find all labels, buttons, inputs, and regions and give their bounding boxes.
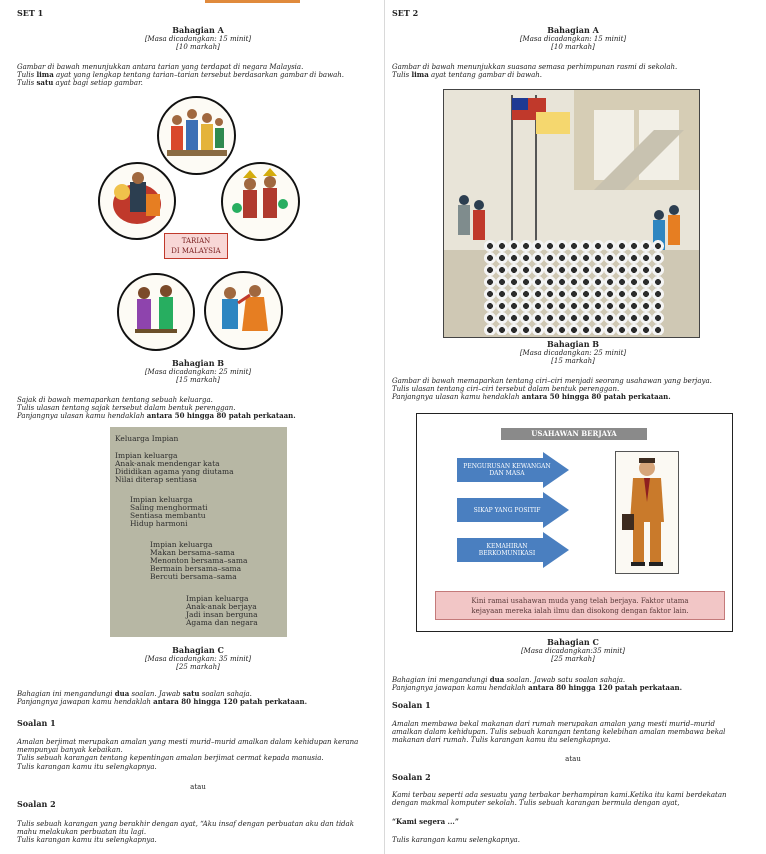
dance-illustration-left xyxy=(98,162,176,240)
poem-line: Anak-anak berjaya xyxy=(186,602,257,611)
poem-line: Dididikan agama yang diutama xyxy=(115,467,234,476)
diagram-title: USAHAWAN BERJAYA xyxy=(501,428,647,440)
poem-line: Bercuti bersama–sama xyxy=(150,572,237,581)
marks-note: [25 markah] xyxy=(551,655,595,663)
poem-line: Impian keluarga xyxy=(186,594,249,603)
set1-soalan-1-label: Soalan 1 xyxy=(17,718,56,728)
instr-line: Gambar di bawah menunjukkan suasana semasa perhimpunan rasmi di sekolah. xyxy=(392,63,678,71)
businessman-illustration xyxy=(615,451,679,574)
set2-atau: atau xyxy=(565,755,581,763)
poem-line: Impian keluarga xyxy=(130,495,193,504)
instr-line xyxy=(17,698,379,706)
time-note: [Masa dicadangkan: 15 minit] xyxy=(144,34,252,43)
q-line: Kami terbau seperti ada sesuatu yang terbakar berhampiran kami.Ketika itu kami berdekatan xyxy=(392,791,727,799)
time-note: [Masa dicadangkan: 35 minit] xyxy=(144,654,252,663)
q-line: Tulis karangan kamu itu selengkapnya. xyxy=(17,762,157,771)
heading: Bahagian A xyxy=(547,25,599,35)
assembly-scene-illustration xyxy=(443,89,700,338)
time-note: [Masa dicadangkan:35 minit] xyxy=(520,646,626,655)
q-line: amalkan dalam kehidupan. Tulis sebuah karangan tentang kelebihan amalan membawa bekal xyxy=(392,728,726,737)
t: ayat yang lengkap tentang tarian–tarian tersebut berdasarkan gambar di bawah. xyxy=(53,71,345,80)
set1-soalan-1-text xyxy=(17,738,381,771)
b: antara 80 hingga 120 patah perkataan. xyxy=(153,697,308,707)
t: Panjangnya jawapan kamu hendaklah xyxy=(17,698,154,707)
set1-soalan-2-label: Soalan 2 xyxy=(17,799,56,809)
poem-line: Impian keluarga xyxy=(115,451,178,460)
q-line: mempunyai banyak kebaikan. xyxy=(17,746,123,755)
dance-illustration-top xyxy=(157,96,236,175)
t: Bahagian ini mengandungi xyxy=(17,690,115,698)
t: Bahagian ini mengandungi xyxy=(392,676,490,684)
poem-box xyxy=(110,427,287,637)
t: soalan sahaja. xyxy=(199,690,252,698)
time-note: [Masa dicadangkan: 15 minit] xyxy=(519,34,627,43)
poem-line: Agama dan negara xyxy=(186,618,258,627)
dance-illustration-bottom-left xyxy=(117,273,195,351)
set2-c-instructions xyxy=(392,676,762,692)
arrow-label: PENGURUSAN KEWANGAN DAN MASA xyxy=(463,463,551,477)
set1-a-instructions xyxy=(17,63,379,88)
t: Tulis xyxy=(17,79,37,88)
t: ayat bagi setiap gambar. xyxy=(53,79,143,88)
heading: Bahagian B xyxy=(546,339,600,349)
set2-soalan-2-text xyxy=(392,791,758,807)
b: antara 80 hingga 120 patah perkataan. xyxy=(528,683,683,693)
poem-line: Bermain bersama–sama xyxy=(150,564,242,573)
poem-line: Saling menghormati xyxy=(130,503,208,512)
b: dua xyxy=(114,689,130,698)
set2-bahagian-c-header xyxy=(475,638,671,664)
b: antara 50 hingga 80 patah perkataan. xyxy=(521,392,671,402)
poem-line: Anak-anak mendengar kata xyxy=(115,459,220,468)
label-line: TARIAN xyxy=(181,237,211,245)
t: Panjangnya ulasan kamu hendaklah xyxy=(392,393,522,402)
heading: Bahagian A xyxy=(172,25,224,35)
dance-illustration-right xyxy=(221,162,300,241)
diagram-caption xyxy=(435,591,725,620)
set2-soalan-2-label: Soalan 2 xyxy=(392,772,431,782)
arrow-kemahiran xyxy=(457,532,569,568)
poem-line: Impian keluarga xyxy=(150,540,213,549)
set2-bahagian-a-header xyxy=(475,26,671,52)
dance-illustration-bottom-right xyxy=(204,271,283,350)
set2-soalan-2-quote: “Kami segera ...” xyxy=(392,817,459,826)
caption-line: Kini ramai usahawan muda yang telah berjaya. Faktor utama xyxy=(471,596,689,605)
marks-note: [15 markah] xyxy=(551,357,595,365)
poem-line: Makan bersama–sama xyxy=(150,548,235,557)
instr-line xyxy=(392,71,762,79)
marks-note: [10 markah] xyxy=(551,43,595,51)
arrow-label: KEMAHIRAN BERKOMUNIKASI xyxy=(478,543,536,557)
instr-line: Gambar di bawah menunjukkan antara tarian yang terdapat di negara Malaysia. xyxy=(17,63,304,71)
set1-atau: atau xyxy=(190,783,206,791)
usahawan-diagram xyxy=(416,413,733,632)
set2-soalan-1-label: Soalan 1 xyxy=(392,700,431,710)
poem-line: Sentiasa membantu xyxy=(130,511,206,520)
q-line: Amalan berjimat merupakan amalan yang mesti murid–murid amalkan dalam kehidupan kerana xyxy=(17,738,359,746)
instr-line: Tulis ulasan tentang ciri–ciri tersebut dalam bentuk perenggan. xyxy=(392,385,620,394)
marks-note: [25 markah] xyxy=(176,663,220,671)
time-note: [Masa dicadangkan: 25 minit] xyxy=(519,348,627,357)
arrow-sikap xyxy=(457,492,569,528)
poem-line: Nilai diterap sentiasa xyxy=(115,475,197,484)
set2-soalan-1-text xyxy=(392,720,758,745)
time-note: [Masa dicadangkan: 25 minit] xyxy=(144,367,252,376)
poem-line: Hidup harmoni xyxy=(130,519,188,528)
set1-soalan-2-text xyxy=(17,820,381,845)
set2-bahagian-b-header xyxy=(475,340,671,366)
set1-bahagian-b-header xyxy=(100,359,296,385)
set2-b-instructions xyxy=(392,377,762,402)
heading: Bahagian B xyxy=(171,358,225,368)
b: lima xyxy=(36,70,54,80)
set1-b-instructions xyxy=(17,396,379,421)
poem-line: Menonton bersama–sama xyxy=(150,556,248,565)
arrow-label: SIKAP YANG POSITIF xyxy=(473,506,541,514)
marks-note: [15 markah] xyxy=(176,376,220,384)
t: soalan. Jawab satu soalan sahaja. xyxy=(504,676,626,684)
instr-line: Tulis ulasan tentang sajak tersebut dalam bentuk perenggan. xyxy=(17,404,236,413)
set2-soalan-2-closing: Tulis karangan kamu selengkapnya. xyxy=(392,836,520,844)
instr-line xyxy=(17,412,379,420)
instr-line xyxy=(392,684,762,692)
t: Panjangnya jawapan kamu hendaklah xyxy=(392,684,529,693)
arrow-kewangan xyxy=(457,452,569,488)
set2-a-instructions xyxy=(392,63,762,79)
b: lima xyxy=(411,70,429,80)
t: ayat tentang gambar di bawah. xyxy=(428,71,542,80)
q-line: Amalan membawa bekal makanan dari rumah merupakan amalan yang mesti murid–murid xyxy=(392,720,715,728)
heading: Bahagian C xyxy=(172,645,224,655)
set1-bahagian-c-header xyxy=(100,646,296,672)
t: Tulis xyxy=(17,71,37,80)
heading: Bahagian C xyxy=(547,637,599,647)
t: soalan. Jawab xyxy=(129,690,183,698)
set1-c-instructions xyxy=(17,690,379,706)
b: satu xyxy=(36,78,54,88)
b: satu xyxy=(182,689,200,698)
marks-note: [10 markah] xyxy=(176,43,220,51)
instr-line: Sajak di bawah memaparkan tentang sebuah keluarga. xyxy=(17,396,213,404)
label-line: DI MALAYSIA xyxy=(171,247,221,255)
crowd-of-students xyxy=(484,240,664,335)
b: antara 50 hingga 80 patah perkataan. xyxy=(146,411,296,421)
set-2-label: SET 2 xyxy=(392,8,419,18)
tarian-label-box xyxy=(164,233,228,259)
q-line: Tulis sebuah karangan tentang kepentingan amalan berjimat cermat kepada manusia. xyxy=(17,754,324,763)
q-line: Tulis karangan kamu itu selengkapnya. xyxy=(17,836,157,845)
t: Panjangnya ulasan kamu hendaklah xyxy=(17,412,147,421)
instr-line: Gambar di bawah memaparkan tentang ciri–ciri menjadi seorang usahawan yang berjaya. xyxy=(392,377,712,385)
instr-line xyxy=(392,393,762,401)
b: dua xyxy=(489,675,505,684)
instr-line xyxy=(17,79,379,87)
poem-title: Keluarga Impian xyxy=(115,434,179,443)
poem-line: Jadi insan berguna xyxy=(186,610,258,619)
q-line: makanan dari rumah. Tulis karangan kamu itu selengkapnya. xyxy=(392,736,611,745)
q-line: Tulis sebuah karangan yang berakhir dengan ayat, “Aku insaf dengan perbuatan aku dan tidak xyxy=(17,820,354,828)
q-line: mahu melakukan perbuatan itu lagi. xyxy=(17,828,147,837)
caption-line: kejayaan mereka ialah ilmu dan disokong dengan faktor lain. xyxy=(471,606,689,615)
t: Tulis xyxy=(392,71,412,80)
set1-bahagian-a-header xyxy=(100,26,296,52)
set-1-label: SET 1 xyxy=(17,8,44,18)
q-line: dengan makmal komputer sekolah. Tulis sebuah karangan bermula dengan ayat, xyxy=(392,799,680,808)
